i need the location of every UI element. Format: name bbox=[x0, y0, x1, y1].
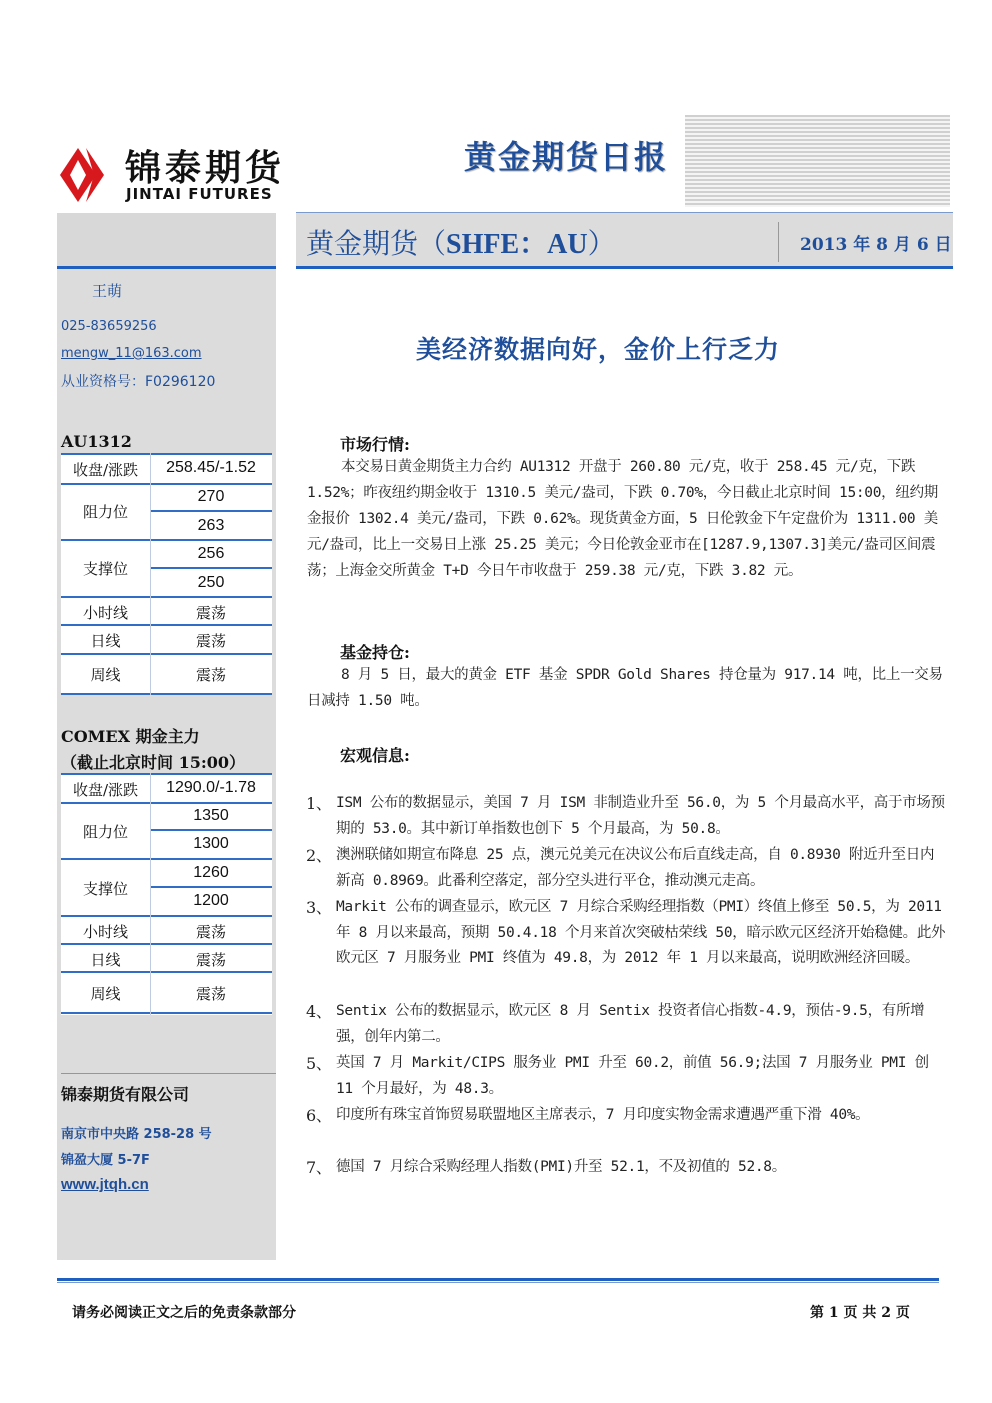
footer-rule-thin bbox=[57, 1282, 939, 1283]
comex-hourly-value: 震荡 bbox=[195, 923, 226, 941]
news-item bbox=[306, 1155, 946, 1181]
au-weekly-label: 周线 bbox=[90, 666, 121, 684]
comex-weekly-label: 周线 bbox=[90, 985, 121, 1003]
news-item bbox=[306, 843, 946, 894]
comex-close-label: 收盘/涨跌 bbox=[72, 781, 139, 799]
footer-page-number: 第 1 页 共 2 页 bbox=[810, 1305, 910, 1321]
comex-support-label: 支撑位 bbox=[82, 880, 128, 898]
news-text: Markit 公布的调查显示，欧元区 7 月综合采购经理指数（PMI）终值上修至 50.5，为 2011 年 8 月以来最高，预期 50.4.18 个月来首次突破枯荣线 50，暗示欧元区经济开始稳健。此外欧元区 7 月服务业 PMI 终值为 49.8，为 2012 年 1 月以来最高，说明欧洲经济回暖。 bbox=[336, 899, 946, 966]
comex-close-value: 1290.0/-1.78 bbox=[166, 779, 256, 796]
author-phone: 025-83659256 bbox=[61, 319, 157, 334]
news-item bbox=[306, 791, 946, 842]
comex-resistance-2: 1300 bbox=[193, 835, 229, 852]
news-index: 5、 bbox=[306, 1054, 332, 1073]
au-support-label: 支撑位 bbox=[82, 560, 128, 578]
news-text: ISM 公布的数据显示，美国 7 月 ISM 非制造业升至 56.0，为 5 个月最高水平，高于市场预期的 53.0。其中新订单指数也创下 5 个月最高，为 50.8。 bbox=[336, 795, 945, 837]
fund-paragraph: 8 月 5 日，最大的黄金 ETF 基金 SPDR Gold Shares 持仓量为 917.14 吨，比上一交易日减持 1.50 吨。 bbox=[307, 667, 943, 709]
au-resistance-2: 263 bbox=[197, 517, 225, 534]
au-resistance-label: 阻力位 bbox=[82, 503, 128, 521]
comex-weekly-value: 震荡 bbox=[195, 985, 226, 1003]
au-weekly-value: 震荡 bbox=[195, 666, 226, 684]
au-close-value: 258.45/-1.52 bbox=[166, 459, 256, 476]
news-index: 3、 bbox=[306, 898, 332, 917]
comex-resistance-label: 阻力位 bbox=[82, 823, 128, 841]
report-date: 2013 年 8 月 6 日 bbox=[800, 235, 952, 255]
news-item bbox=[306, 999, 946, 1050]
au-daily-value: 震荡 bbox=[195, 632, 226, 650]
au-hourly-value: 震荡 bbox=[195, 604, 226, 622]
macro-section-title: 宏观信息: bbox=[340, 746, 410, 765]
au-support-1: 256 bbox=[197, 545, 225, 562]
company-name: 锦泰期货有限公司 bbox=[61, 1085, 190, 1104]
au-table-title: AU1312 bbox=[61, 432, 132, 451]
news-text: 英国 7 月 Markit/CIPS 服务业 PMI 升至 60.2，前值 56.9;法国 7 月服务业 PMI 创 11 个月最好，为 48.3。 bbox=[336, 1055, 929, 1097]
company-address-line1: 南京市中央路 258-28 号 bbox=[61, 1127, 212, 1142]
company-divider bbox=[61, 1073, 276, 1074]
headline: 美经济数据向好，金价上行乏力 bbox=[416, 335, 781, 364]
report-title: 黄金期货日报 bbox=[464, 138, 669, 176]
news-index: 6、 bbox=[306, 1106, 332, 1125]
company-website-link[interactable]: www.jtqh.cn bbox=[61, 1176, 149, 1193]
header-rule-top bbox=[296, 212, 953, 213]
date-separator bbox=[778, 222, 779, 262]
news-index: 4、 bbox=[306, 1002, 332, 1021]
comex-daily-value: 震荡 bbox=[195, 951, 226, 969]
footer-disclaimer: 请务必阅读正文之后的免责条款部分 bbox=[72, 1305, 296, 1321]
au-quote-table bbox=[61, 453, 272, 695]
news-index: 7、 bbox=[306, 1158, 332, 1177]
news-text: 德国 7 月综合采购经理人指数(PMI)升至 52.1，不及初值的 52.8。 bbox=[336, 1159, 786, 1175]
market-section-title: 市场行情: bbox=[340, 435, 410, 454]
news-item bbox=[306, 1103, 946, 1129]
comex-support-1: 1260 bbox=[193, 864, 229, 881]
comex-table-subtitle: （截止北京时间 15:00） bbox=[61, 753, 246, 772]
comex-quote-table bbox=[61, 773, 272, 1015]
au-close-label: 收盘/涨跌 bbox=[72, 461, 139, 479]
product-title: 黄金期货（SHFE：AU） bbox=[306, 227, 616, 260]
company-address-line2: 锦盈大厦 5-7F bbox=[61, 1153, 150, 1168]
fund-section-title: 基金持仓: bbox=[340, 643, 410, 662]
au-support-2: 250 bbox=[197, 574, 225, 591]
news-index: 1、 bbox=[306, 794, 332, 813]
au-hourly-label: 小时线 bbox=[82, 604, 128, 622]
au-daily-label: 日线 bbox=[90, 632, 121, 650]
au-resistance-1: 270 bbox=[197, 488, 225, 505]
author-email-link[interactable]: mengw_11@163.com bbox=[61, 346, 202, 361]
news-text: 澳洲联储如期宣布降息 25 点，澳元兑美元在决议公布后直线走高，自 0.8930 附近升至日内新高 0.8969。此番利空落定，部分空头进行平仓，推动澳元走高。 bbox=[336, 847, 935, 889]
header-bar-left bbox=[57, 213, 276, 267]
news-text: Sentix 公布的数据显示，欧元区 8 月 Sentix 投资者信心指数-4.9，预估-9.5，有所增强，创年内第二。 bbox=[336, 1003, 925, 1045]
logo-english-name: JINTAI FUTURES bbox=[126, 185, 273, 203]
footer-rule bbox=[57, 1278, 939, 1281]
market-paragraph: 本交易日黄金期货主力合约 AU1312 开盘于 260.80 元/克，收于 258.45 元/克，下跌 1.52%；昨夜纽约期金收于 1310.5 美元/盎司，下跌 0.70%，今日截止北京时间 15:00，纽约期金报价 1302.4 美元/盎司，下跌 0.62%。现货黄金方面，5 日伦敦金下午定盘价为 1311.00 美元/盎司，比上一交易日上涨 25.25 美元；今日伦敦金亚市在[1287.9,1307.3]美元/盎司区间震荡；上海金交所黄金 T+D 今日午市收盘于 259.38 元/克，下跌 3.82 元。 bbox=[307, 459, 938, 579]
comex-table-title: COMEX 期金主力 bbox=[61, 727, 200, 746]
author-license: 从业资格号：F0296120 bbox=[61, 374, 216, 390]
news-item bbox=[306, 1051, 946, 1102]
author-name: 王萌 bbox=[92, 282, 123, 300]
header-rule-right bbox=[296, 266, 953, 269]
news-item bbox=[306, 895, 946, 972]
comex-resistance-1: 1350 bbox=[193, 807, 229, 824]
comex-support-2: 1200 bbox=[193, 892, 229, 909]
header-decoration bbox=[685, 115, 950, 207]
comex-daily-label: 日线 bbox=[90, 951, 121, 969]
logo-chinese-name: 锦泰期货 bbox=[125, 148, 286, 189]
news-index: 2、 bbox=[306, 846, 332, 865]
comex-hourly-label: 小时线 bbox=[82, 923, 128, 941]
news-text: 印度所有珠宝首饰贸易联盟地区主席表示，7 月印度实物金需求遭遇严重下滑 40%。 bbox=[336, 1107, 870, 1123]
